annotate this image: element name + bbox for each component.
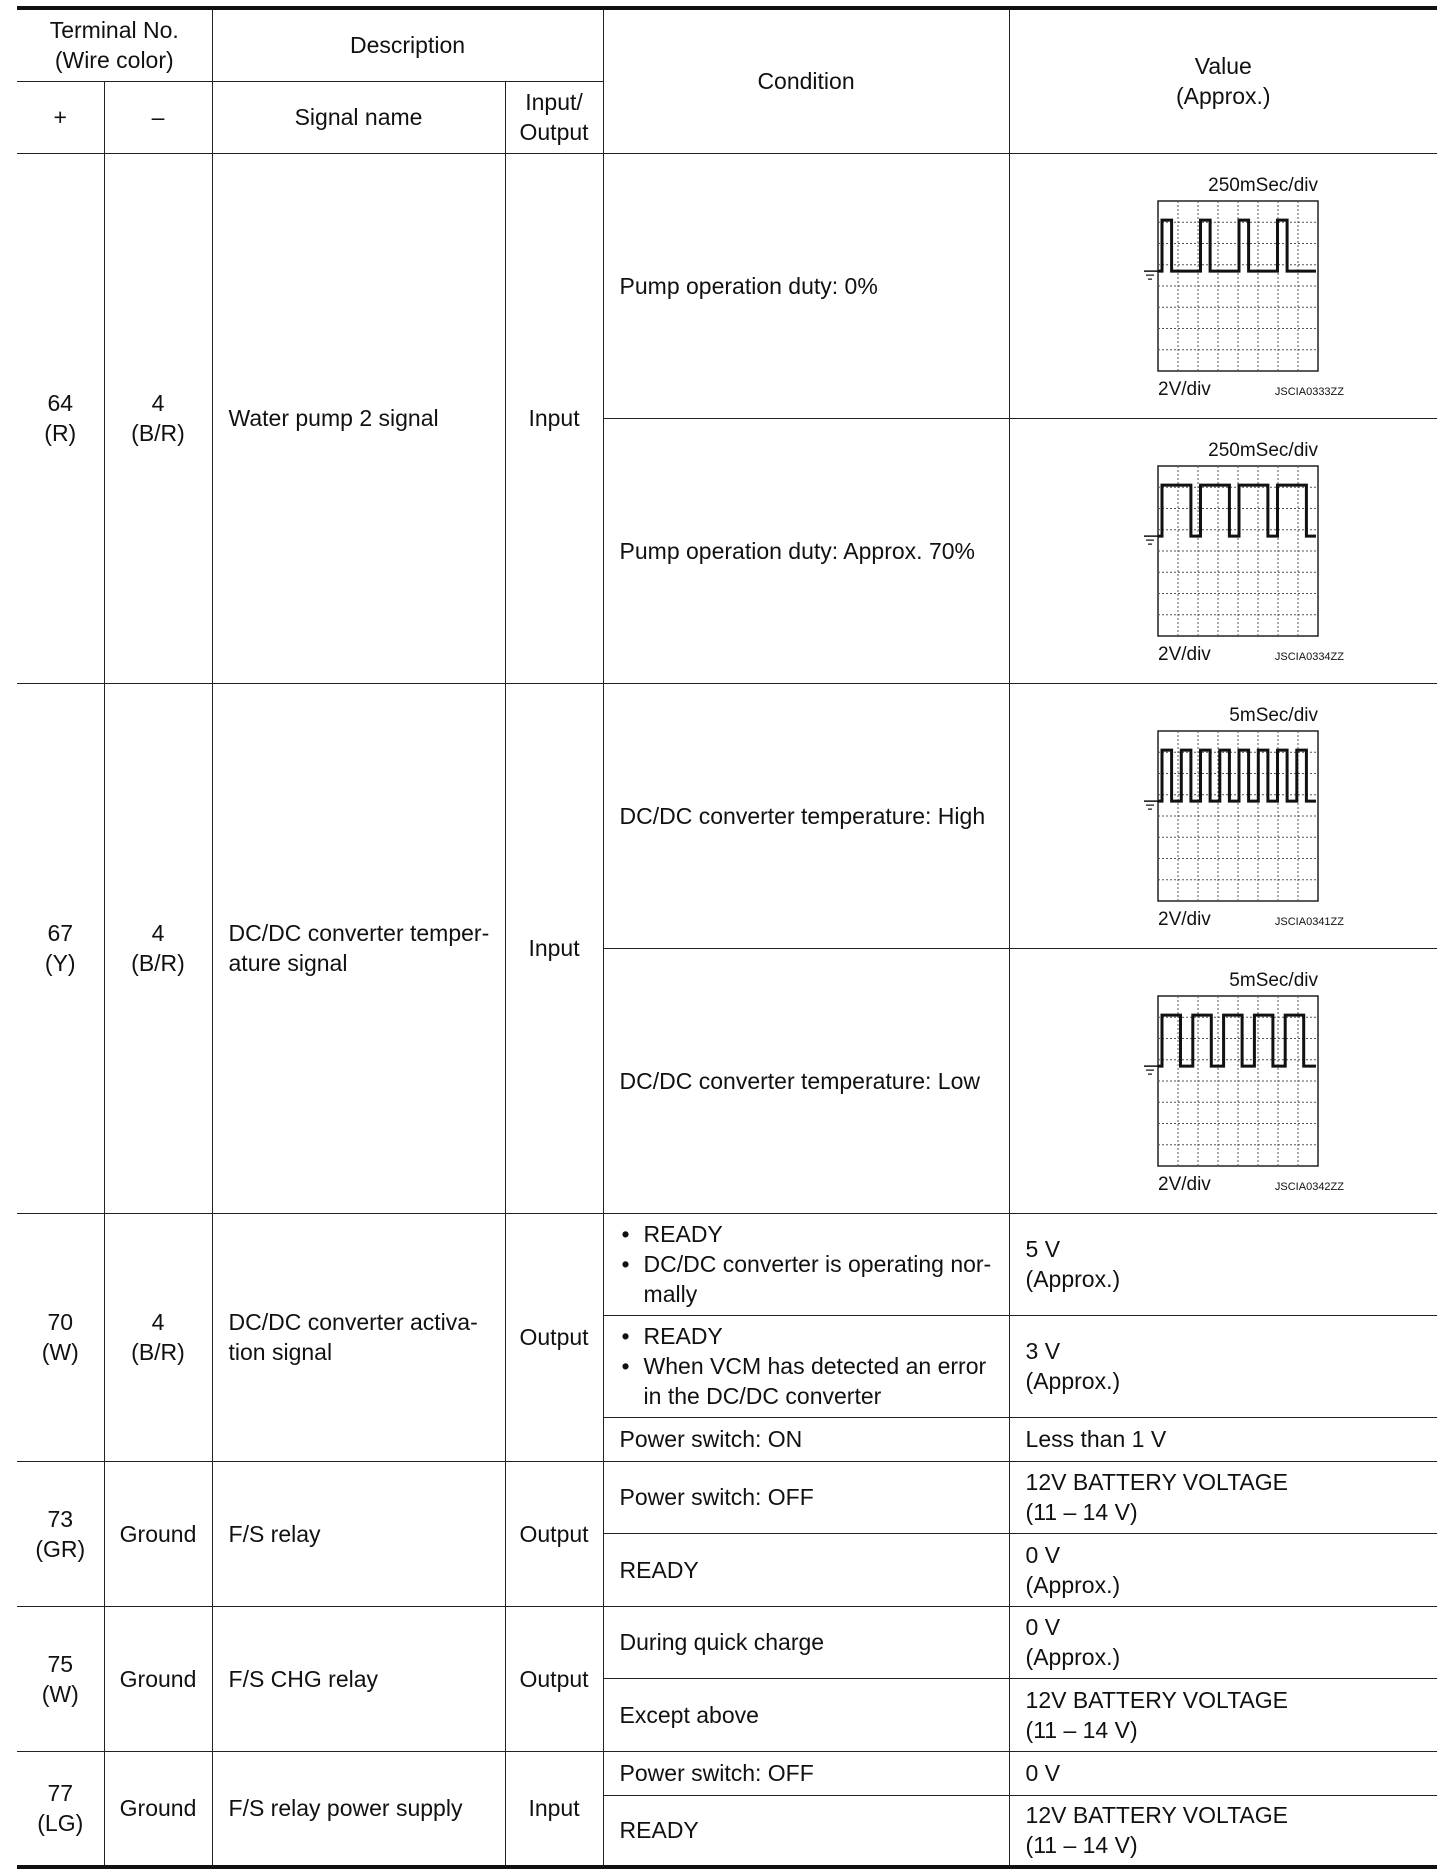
condition: Except above [603,1678,1009,1751]
value [1009,1461,1437,1533]
terminal-number: 70 [47,1309,74,1335]
minus-terminal [104,683,212,1213]
header-terminal-no: Terminal No. [49,17,179,44]
value-line: 12V BATTERY VOLTAGE [1025,1469,1288,1495]
terminal-number: 67 [47,920,74,946]
volt-div-label: 2V/div [1158,1174,1212,1195]
condition [603,1315,1009,1417]
list-item-line: in the DC/DC converter [643,1383,882,1409]
waveform-cell [1009,153,1437,418]
terminal-number: 64 [47,390,74,416]
ground-marker-icon [1144,1066,1158,1074]
table-row [17,1461,1437,1533]
minus-terminal [104,153,212,683]
plus-terminal [17,1461,104,1606]
wire-color: (R) [44,420,77,446]
condition: Power switch: OFF [603,1751,1009,1795]
list-item [620,1249,999,1309]
volt-div-label: 2V/div [1158,644,1212,665]
value-line: (Approx.) [1025,1571,1121,1598]
header-plus: + [17,81,104,153]
square-wave-trace [1158,220,1316,271]
oscilloscope-waveform [1098,163,1348,408]
condition: Pump operation duty: Approx. 70% [603,418,1009,683]
timebase-label: 250mSec/div [1208,175,1319,196]
signal-name: F/S relay power supply [212,1751,505,1867]
terminal-number: 73 [47,1505,74,1532]
signal-name: F/S CHG relay [212,1606,505,1751]
signal-name [212,683,505,1213]
list-item-line: • DC/DC converter is operating nor- [643,1251,992,1277]
plus-terminal [17,153,104,683]
value-line: (11 – 14 V) [1025,1499,1138,1525]
timebase-label: 250mSec/div [1208,440,1319,461]
terminal-number: 4 [151,920,165,946]
timebase-label: 5mSec/div [1229,705,1319,726]
condition: READY [603,1795,1009,1867]
value [1009,1533,1437,1606]
wire-color: (LG) [37,1810,84,1837]
table-row [17,683,1437,948]
condition: Power switch: OFF [603,1461,1009,1533]
wire-color: (B/R) [131,420,185,446]
waveform-cell [1009,683,1437,948]
header-wire-color: (Wire color) [54,47,174,74]
condition: READY [603,1533,1009,1606]
condition [603,1213,1009,1315]
value-line: 12V BATTERY VOLTAGE [1025,1802,1288,1829]
waveform-cell [1009,948,1437,1213]
condition: During quick charge [603,1606,1009,1678]
value [1009,1606,1437,1678]
condition: Pump operation duty: 0% [603,153,1009,418]
value-line: (11 – 14 V) [1025,1716,1138,1743]
figure-code: JSCIA0334ZZ [1275,651,1345,663]
ground-marker-icon [1144,536,1158,544]
wire-color: (W) [41,1680,79,1707]
value: 0 V [1009,1751,1437,1795]
table-row [17,1213,1437,1315]
value-line: 5 V [1025,1236,1061,1262]
square-wave-trace [1158,1015,1316,1066]
wire-color: (W) [41,1339,79,1365]
header-signal-name: Signal name [212,81,505,153]
terminal-number: 4 [151,390,165,416]
figure-code: JSCIA0342ZZ [1275,1181,1345,1193]
header-value-label: Value [1194,53,1252,80]
value [1009,1213,1437,1315]
figure-code: JSCIA0333ZZ [1275,386,1345,398]
input-output: Output [505,1606,603,1751]
minus-terminal [104,1213,212,1461]
signal-name: F/S relay [212,1461,505,1606]
wire-color: (GR) [35,1535,86,1562]
signal-name: Water pump 2 signal [212,153,505,683]
header-terminal [17,8,212,81]
value-line: (Approx.) [1025,1644,1121,1670]
minus-terminal: Ground [104,1461,212,1606]
terminal-number: 4 [151,1309,165,1335]
table-row [17,153,1437,418]
table-row [17,1751,1437,1795]
plus-terminal [17,1213,104,1461]
condition-list [604,1219,1009,1309]
plus-terminal [17,683,104,1213]
ground-marker-icon [1144,801,1158,809]
list-item [620,1351,999,1411]
wire-color: (B/R) [131,950,185,976]
signal-line: DC/DC converter temper- [228,920,490,946]
square-wave-trace [1158,485,1316,536]
plus-terminal [17,1751,104,1867]
value [1009,1795,1437,1867]
terminal-number: 77 [47,1780,74,1807]
value-line: (Approx.) [1025,1266,1121,1292]
header-description: Description [212,8,603,81]
list-item: • READY [620,1321,999,1351]
figure-code: JSCIA0341ZZ [1275,916,1345,928]
minus-terminal: Ground [104,1751,212,1867]
header-row-1 [17,8,1437,81]
header-minus: – [104,81,212,153]
value-line: 3 V [1025,1338,1061,1364]
signal-line: ature signal [228,950,348,976]
volt-div-label: 2V/div [1158,909,1212,930]
header-io-line1: Input/ [525,89,583,115]
wire-color: (B/R) [131,1339,185,1365]
value-line: 12V BATTERY VOLTAGE [1025,1686,1288,1713]
value-line: 0 V [1025,1614,1061,1640]
value: Less than 1 V [1009,1417,1437,1461]
list-item-line: mally [643,1281,698,1307]
oscilloscope-waveform [1098,958,1348,1203]
value [1009,1678,1437,1751]
minus-terminal: Ground [104,1606,212,1751]
signal-line: DC/DC converter activa- [228,1309,478,1335]
condition-list [604,1321,1009,1411]
input-output: Input [505,153,603,683]
header-value [1009,8,1437,153]
terminal-number: 75 [47,1650,74,1677]
plus-terminal [17,1606,104,1751]
value [1009,1315,1437,1417]
table-row [17,1606,1437,1678]
terminal-spec-document [17,6,1437,1869]
condition: Power switch: ON [603,1417,1009,1461]
volt-div-label: 2V/div [1158,379,1212,400]
oscilloscope-waveform [1098,428,1348,673]
header-io-line2: Output [519,119,589,145]
input-output: Input [505,683,603,1213]
terminal-spec-table [17,6,1437,1869]
waveform-cell [1009,418,1437,683]
header-condition: Condition [603,8,1009,153]
value-line: 0 V [1025,1541,1061,1568]
condition: DC/DC converter temperature: Low [603,948,1009,1213]
condition: DC/DC converter temperature: High [603,683,1009,948]
signal-line: tion signal [228,1339,333,1365]
input-output: Input [505,1751,603,1867]
input-output: Output [505,1461,603,1606]
oscilloscope-waveform [1098,693,1348,938]
list-item: • READY [620,1219,999,1249]
value-line: (11 – 14 V) [1025,1832,1138,1859]
header-input-output [505,81,603,153]
header-value-approx: (Approx.) [1175,83,1271,110]
wire-color: (Y) [44,950,76,976]
signal-name [212,1213,505,1461]
value-line: (Approx.) [1025,1368,1121,1394]
square-wave-trace [1158,750,1316,801]
list-item-line: • When VCM has detected an error [643,1353,987,1379]
ground-marker-icon [1144,271,1158,279]
input-output: Output [505,1213,603,1461]
timebase-label: 5mSec/div [1229,970,1319,991]
